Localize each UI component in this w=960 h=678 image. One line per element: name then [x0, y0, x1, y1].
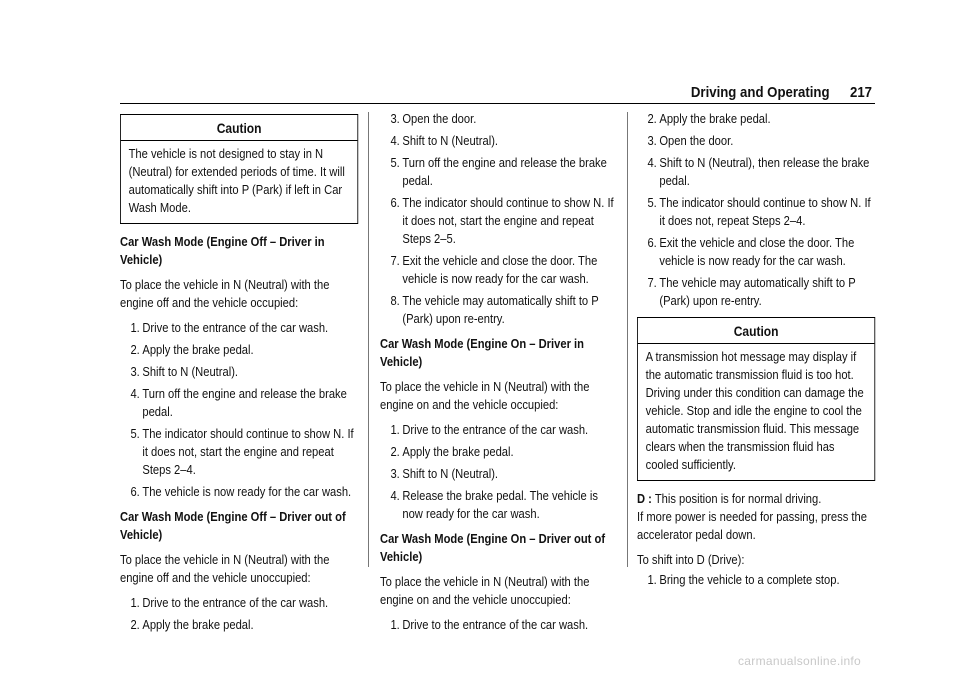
- column-divider-1: [368, 112, 369, 567]
- drive-label: D :: [637, 491, 652, 506]
- drive-text: This position is for normal driving.: [654, 491, 822, 506]
- caution-title: Caution: [121, 115, 357, 141]
- step-number: 7.: [390, 253, 400, 268]
- section-heading: Car Wash Mode (Engine On – Driver out of Vehicle): [380, 531, 606, 564]
- list-item: [120, 319, 358, 337]
- step-number: 6.: [390, 195, 400, 210]
- section-heading: Car Wash Mode (Engine On – Driver in Vehicle): [380, 336, 584, 369]
- intro-paragraph: To place the vehicle in N (Neutral) with the engine off and the vehicle occupied:: [120, 277, 330, 310]
- column-2: [380, 110, 618, 641]
- step-number: 3.: [390, 111, 400, 126]
- step-text: Drive to the entrance of the car wash.: [142, 320, 329, 335]
- list-item: [380, 252, 618, 288]
- step-text: Turn off the engine and release the brake pedal.: [402, 155, 607, 188]
- step-number: 7.: [647, 275, 657, 290]
- list-item: [120, 616, 358, 634]
- step-text: The vehicle is now ready for the car wash.: [142, 484, 352, 499]
- step-list: [380, 110, 618, 328]
- list-item: [380, 443, 618, 461]
- step-number: 2.: [647, 111, 657, 126]
- page-number: 217: [849, 84, 872, 101]
- step-number: 1.: [390, 617, 400, 632]
- step-text: The vehicle may automatically shift to P (Park) upon re-entry.: [659, 275, 856, 308]
- caution-box-1: [120, 114, 358, 224]
- step-number: 3.: [390, 466, 400, 481]
- list-item: [380, 616, 618, 634]
- column-3: [637, 110, 875, 596]
- section-heading: Car Wash Mode (Engine Off – Driver in Vehicle): [120, 234, 325, 267]
- step-number: 4.: [390, 133, 400, 148]
- step-list: [380, 616, 618, 634]
- step-text: Apply the brake pedal.: [142, 342, 254, 357]
- list-item: [120, 385, 358, 421]
- list-item: [120, 594, 358, 612]
- list-item: [380, 132, 618, 150]
- list-item: [380, 487, 618, 523]
- header-rule: [120, 103, 875, 104]
- step-number: 1.: [647, 572, 657, 587]
- list-item: [380, 465, 618, 483]
- intro-paragraph: To shift into D (Drive):: [637, 552, 745, 567]
- step-number: 2.: [130, 617, 140, 632]
- step-number: 6.: [130, 484, 140, 499]
- step-list: [380, 421, 618, 523]
- step-text: Turn off the engine and release the brake pedal.: [142, 386, 347, 419]
- step-number: 5.: [647, 195, 657, 210]
- intro-paragraph: To place the vehicle in N (Neutral) with the engine on and the vehicle unoccupied:: [380, 574, 590, 607]
- step-number: 3.: [647, 133, 657, 148]
- step-number: 1.: [130, 320, 140, 335]
- list-item: [637, 132, 875, 150]
- drive-paragraph: If more power is needed for passing, press the accelerator pedal down.: [637, 509, 867, 542]
- caution-box-2: [637, 317, 875, 481]
- step-text: Drive to the entrance of the car wash.: [402, 422, 589, 437]
- list-item: [637, 234, 875, 270]
- step-number: 4.: [130, 386, 140, 401]
- intro-paragraph: To place the vehicle in N (Neutral) with the engine on and the vehicle occupied:: [380, 379, 590, 412]
- section-heading: Car Wash Mode (Engine Off – Driver out of Vehicle): [120, 509, 346, 542]
- step-text: Open the door.: [659, 133, 734, 148]
- step-text: Release the brake pedal. The vehicle is now ready for the car wash.: [402, 488, 598, 521]
- step-text: Drive to the entrance of the car wash.: [142, 595, 329, 610]
- list-item: [380, 292, 618, 328]
- step-list: [120, 594, 358, 634]
- step-text: The indicator should continue to show N. If it does not, start the engine and repeat Steps 2–4.: [142, 426, 354, 477]
- caution-text: The vehicle is not designed to stay in N (Neutral) for extended periods of time. It will automatically shift into P (Park) if left in Car Wash Mode.: [128, 146, 345, 215]
- list-item: [637, 274, 875, 310]
- step-text: Shift to N (Neutral).: [402, 133, 499, 148]
- step-text: The indicator should continue to show N. If it does not, repeat Steps 2–4.: [659, 195, 871, 228]
- step-text: Apply the brake pedal.: [402, 444, 514, 459]
- caution-text: A transmission hot message may display if the automatic transmission fluid is too hot. Driving under this condition can damage the vehicle. Stop and idle the engine to cool the automatic transmission fluid. This message clears when the transmission fluid has cooled sufficiently.: [645, 349, 864, 472]
- list-item: [380, 194, 618, 248]
- step-text: Apply the brake pedal.: [142, 617, 254, 632]
- column-divider-2: [627, 112, 628, 567]
- step-text: The indicator should continue to show N. If it does not, start the engine and repeat Steps 2–5.: [402, 195, 614, 246]
- section-title: Driving and Operating: [691, 84, 830, 101]
- step-number: 2.: [390, 444, 400, 459]
- list-item: [120, 483, 358, 501]
- list-item: [120, 341, 358, 359]
- step-list: [120, 319, 358, 501]
- list-item: [637, 571, 875, 589]
- intro-paragraph: To place the vehicle in N (Neutral) with the engine off and the vehicle unoccupied:: [120, 552, 330, 585]
- watermark-text: carmanualsonline.info: [738, 654, 862, 668]
- list-item: [637, 154, 875, 190]
- step-text: Exit the vehicle and close the door. The vehicle is now ready for the car wash.: [659, 235, 855, 268]
- list-item: [637, 194, 875, 230]
- step-number: 8.: [390, 293, 400, 308]
- caution-title: Caution: [638, 318, 875, 344]
- step-number: 5.: [390, 155, 400, 170]
- step-number: 3.: [130, 364, 140, 379]
- step-text: Bring the vehicle to a complete stop.: [659, 572, 840, 587]
- list-item: [380, 110, 618, 128]
- list-item: [120, 363, 358, 381]
- step-list: [637, 110, 875, 310]
- list-item: [637, 110, 875, 128]
- step-list: [637, 571, 875, 589]
- step-text: Exit the vehicle and close the door. The vehicle is now ready for the car wash.: [402, 253, 598, 286]
- page-header: [0, 84, 960, 104]
- step-text: The vehicle may automatically shift to P (Park) upon re-entry.: [402, 293, 599, 326]
- step-number: 1.: [130, 595, 140, 610]
- step-text: Open the door.: [402, 111, 477, 126]
- column-1: [120, 110, 358, 641]
- step-text: Shift to N (Neutral), then release the brake pedal.: [659, 155, 870, 188]
- step-text: Drive to the entrance of the car wash.: [402, 617, 589, 632]
- step-text: Shift to N (Neutral).: [142, 364, 239, 379]
- step-number: 2.: [130, 342, 140, 357]
- drive-description: [637, 490, 875, 508]
- step-number: 6.: [647, 235, 657, 250]
- step-number: 4.: [390, 488, 400, 503]
- step-number: 5.: [130, 426, 140, 441]
- list-item: [380, 421, 618, 439]
- list-item: [380, 154, 618, 190]
- step-text: Shift to N (Neutral).: [402, 466, 499, 481]
- step-number: 4.: [647, 155, 657, 170]
- list-item: [120, 425, 358, 479]
- step-number: 1.: [390, 422, 400, 437]
- step-text: Apply the brake pedal.: [659, 111, 771, 126]
